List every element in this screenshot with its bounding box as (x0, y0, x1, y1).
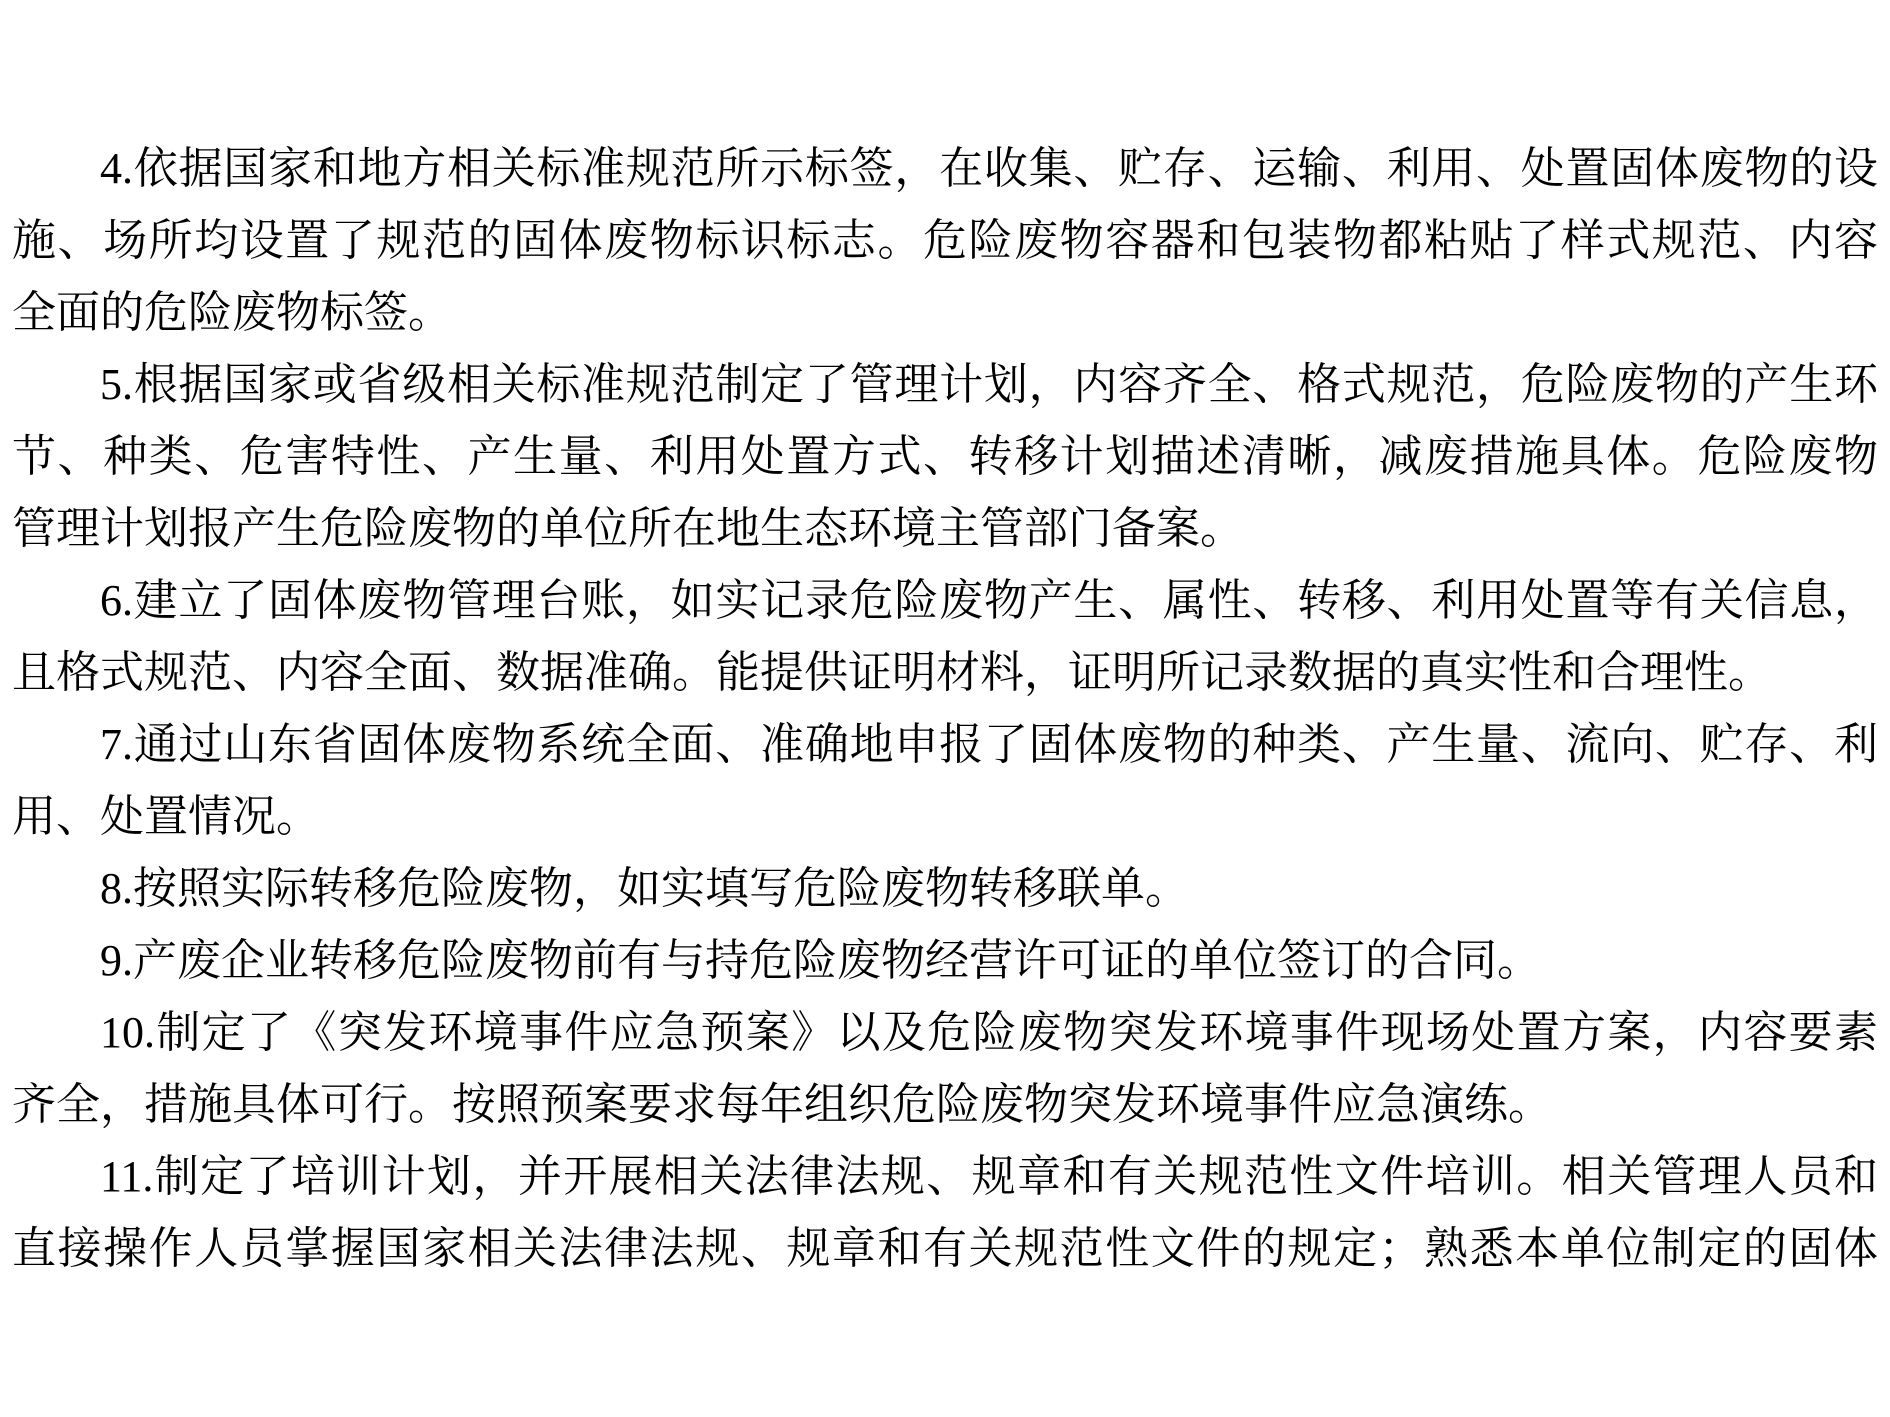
text-line: 全面的危险废物标签。 (12, 288, 452, 337)
text-line: 9.产废企业转移危险废物前有与持危险废物经营许可证的单位签订的合同。 (100, 936, 1541, 985)
text-line: 直接操作人员掌握国家相关法律法规、规章和有关规范性文件的规定；熟悉本单位制定的固体 (12, 1224, 1878, 1273)
text-line: 7.通过山东省固体废物系统全面、准确地申报了固体废物的种类、产生量、流向、贮存、利 (100, 720, 1878, 769)
text-line: 管理计划报产生危险废物的单位所在地生态环境主管部门备案。 (12, 504, 1244, 553)
text-line: 10.制定了《突发环境事件应急预案》以及危险废物突发环境事件现场处置方案，内容要素 (100, 1008, 1878, 1057)
text-line: 用、处置情况。 (12, 792, 320, 841)
text-line: 施、场所均设置了规范的固体废物标识标志。危险废物容器和包装物都粘贴了样式规范、内容 (12, 216, 1878, 265)
text-line: 11.制定了培训计划，并开展相关法律法规、规章和有关规范性文件培训。相关管理人员和 (100, 1152, 1878, 1201)
text-line: 5.根据国家或省级相关标准规范制定了管理计划，内容齐全、格式规范，危险废物的产生环 (100, 360, 1878, 409)
text-line: 6.建立了固体废物管理台账，如实记录危险废物产生、属性、转移、利用处置等有关信息， (100, 576, 1878, 625)
text-line: 齐全，措施具体可行。按照预案要求每年组织危险废物突发环境事件应急演练。 (12, 1080, 1552, 1129)
text-line: 4.依据国家和地方相关标准规范所示标签，在收集、贮存、运输、利用、处置固体废物的设 (100, 144, 1878, 193)
text-line: 节、种类、危害特性、产生量、利用处置方式、转移计划描述清晰，减废措施具体。危险废物 (12, 432, 1878, 481)
text-line: 8.按照实际转移危险废物，如实填写危险废物转移联单。 (100, 864, 1189, 913)
text-line: 且格式规范、内容全面、数据准确。能提供证明材料，证明所记录数据的真实性和合理性。 (12, 648, 1772, 697)
